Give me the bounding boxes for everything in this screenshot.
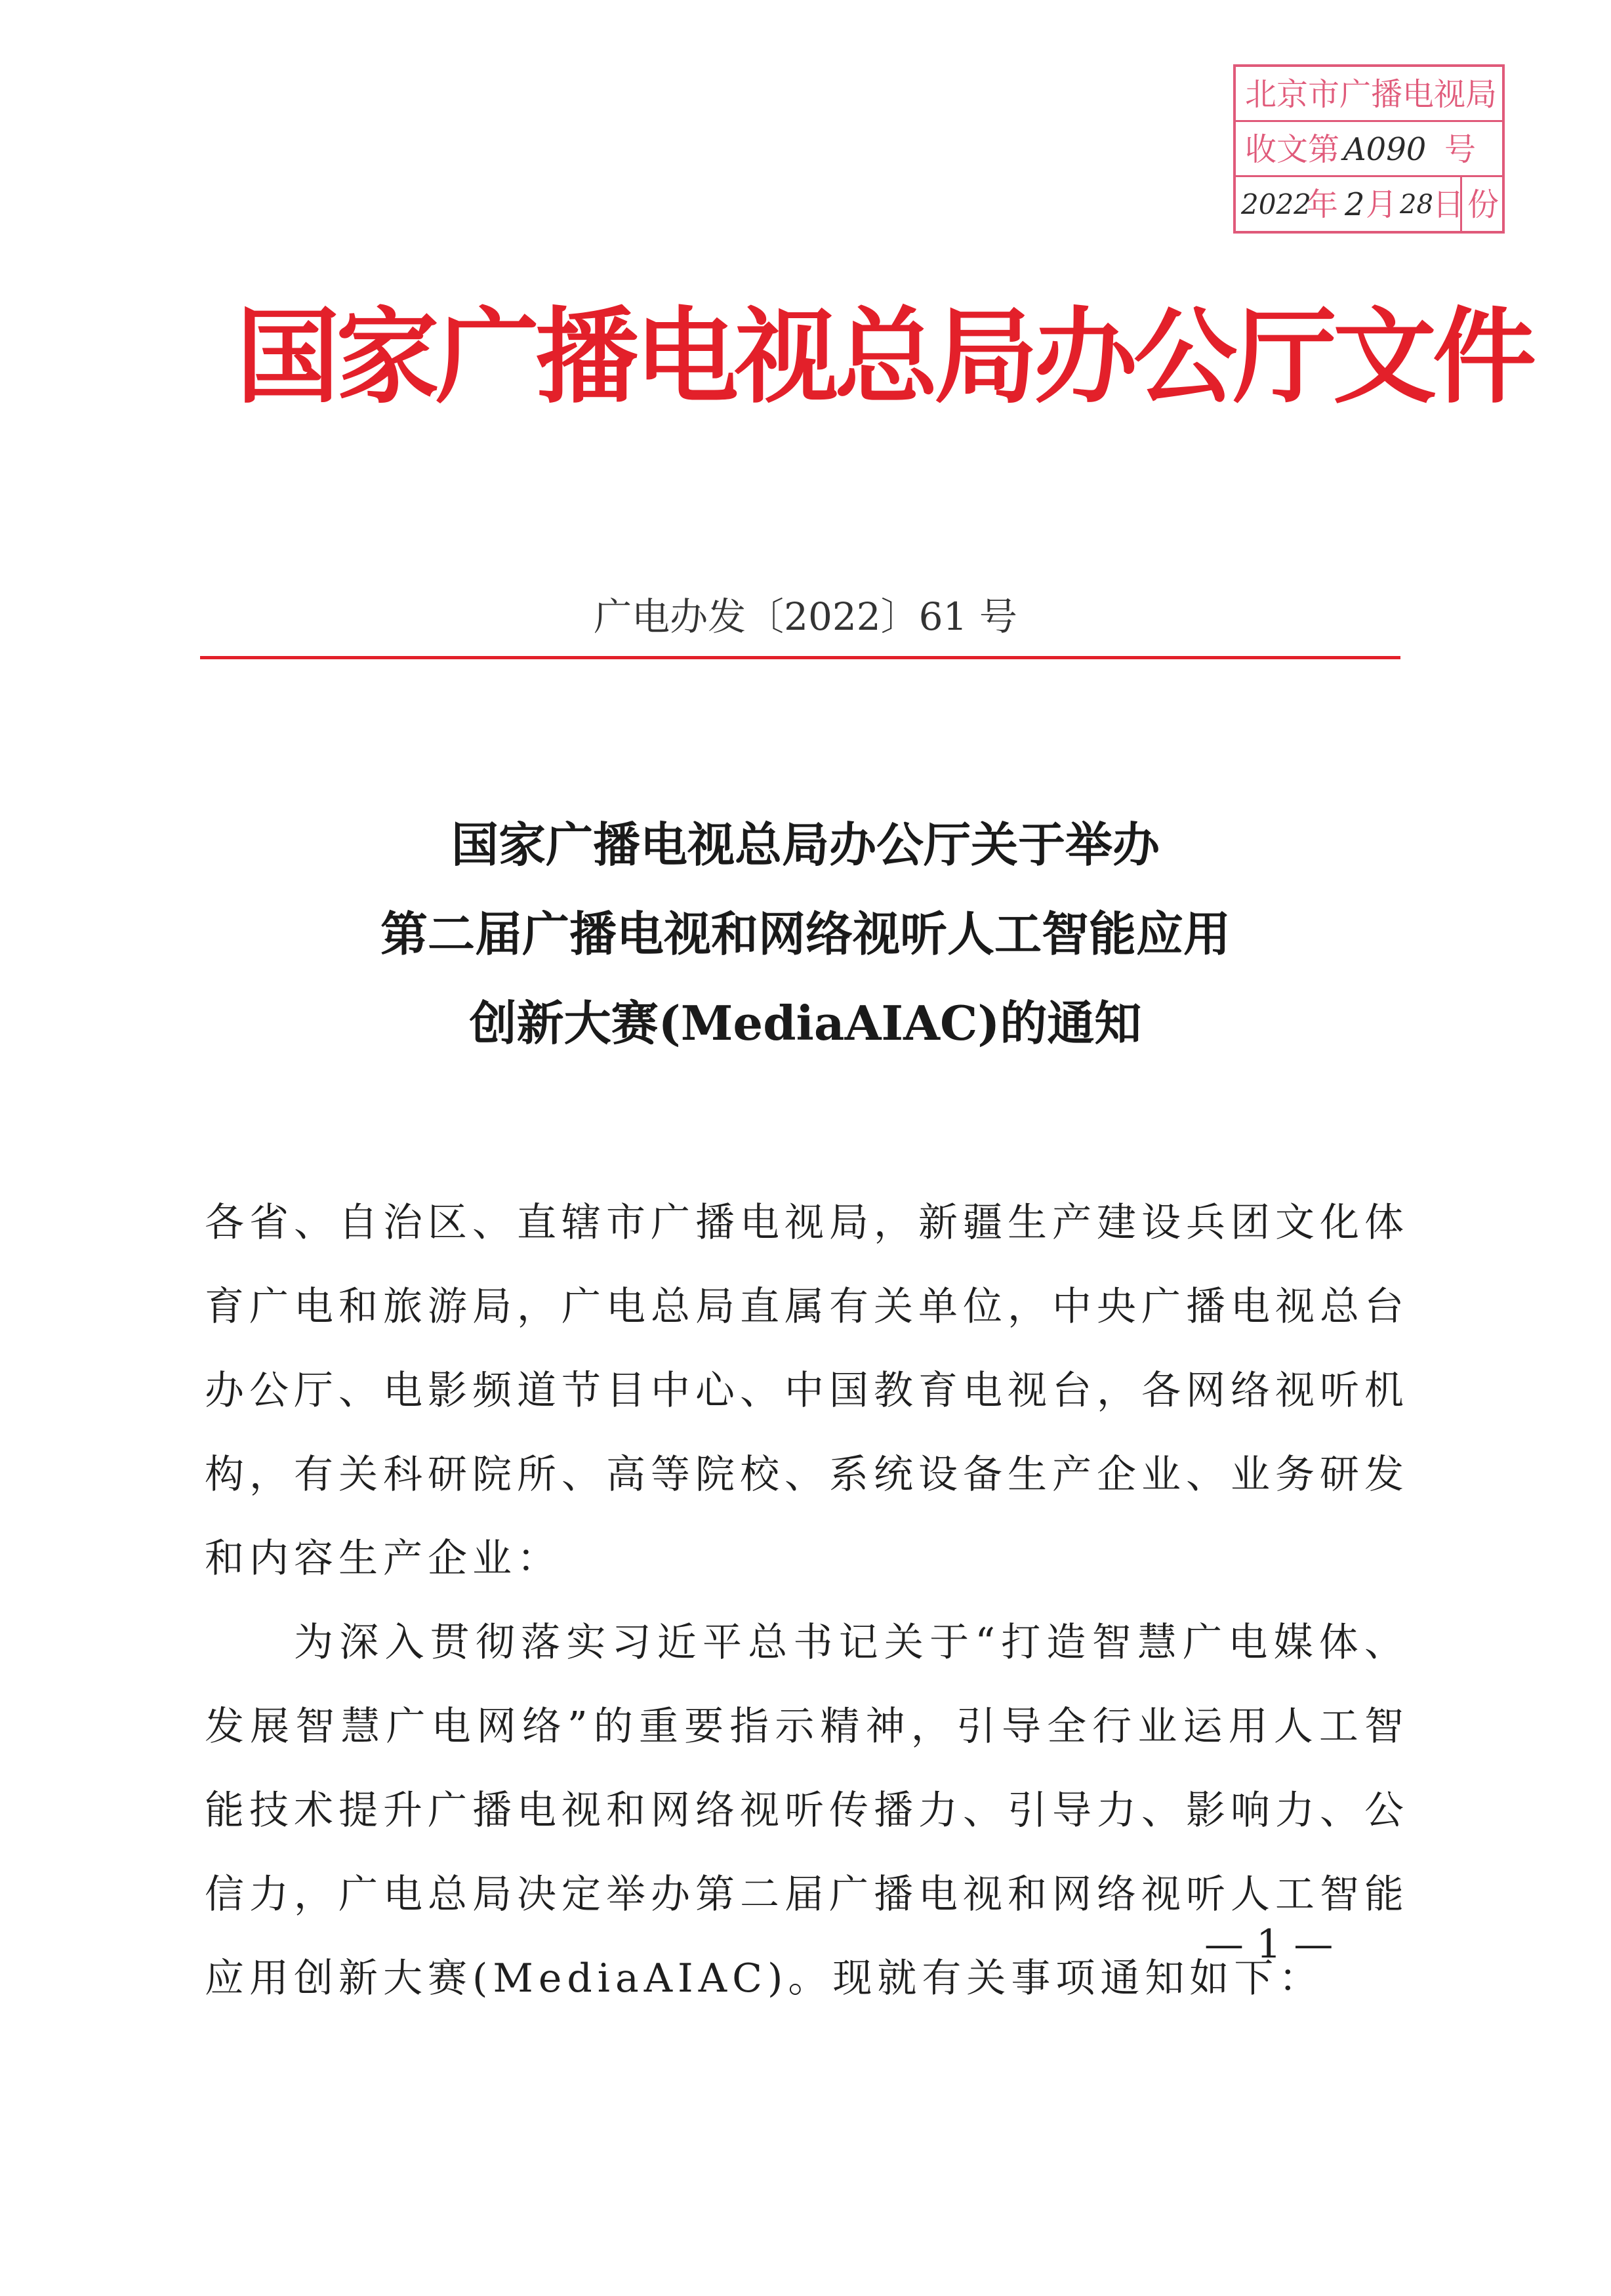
stamp-month-label: 月 (1366, 186, 1398, 223)
notice-title-line-1: 国家广播电视总局办公厅关于举办 (451, 817, 1160, 872)
stamp-agency: 北京市广播电视局 (1245, 76, 1498, 113)
page-number: — 1 — (1204, 1921, 1334, 1967)
receipt-stamp (1233, 64, 1505, 234)
stamp-day: 28 (1400, 190, 1433, 220)
notice-title-line-3: 创新大赛(MediaAIAC)的通知 (469, 995, 1142, 1051)
stamp-copies-label: 份 (1467, 186, 1499, 223)
stamp-year-label: 年 (1307, 186, 1339, 223)
recipients-paragraph: 各省、自治区、直辖市广播电视局，新疆生产建设兵团文化体育广电和旅游局，广电总局直属有关单位，中央广播电视总台办公厅、电影频道节目中心、中国教育电视台，各网络视听机构，有关科研院所、高等院校、系统设备生产企业、业务研发和内容生产企业： (205, 1200, 1409, 1582)
stamp-row-receipt-number (1236, 122, 1502, 177)
stamp-receipt-number: A090 (1343, 131, 1427, 168)
stamp-receipt-suffix: 号 (1444, 131, 1477, 168)
document-body (205, 1181, 1409, 2020)
notice-title (197, 800, 1414, 1068)
body-paragraph-1: 为深入贯彻落实习近平总书记关于“打造智慧广电媒体、发展智慧广电网络”的重要指示精神，引导全行业运用人工智能技术提升广播电视和网络视听传播力、引导力、影响力、公信力，广电总局决定举办第二届广播电视和网络视听人工智能应用创新大赛(MediaAIAC)。现就有关事项通知如下： (205, 1620, 1409, 2001)
stamp-receipt-prefix: 收文第 (1245, 131, 1340, 168)
stamp-row-agency (1236, 67, 1502, 122)
red-separator-line (200, 656, 1400, 659)
document-masthead: 国家广播电视总局办公厅文件 (236, 297, 1532, 418)
stamp-day-label: 日 (1433, 186, 1465, 223)
stamp-month: 2 (1345, 186, 1365, 223)
document-number: 广电办发〔2022〕61 号 (594, 594, 1017, 639)
stamp-year: 2022 (1241, 188, 1311, 220)
stamp-copies-cell (1460, 177, 1502, 231)
notice-title-line-2: 第二届广播电视和网络视听人工智能应用 (380, 906, 1231, 962)
